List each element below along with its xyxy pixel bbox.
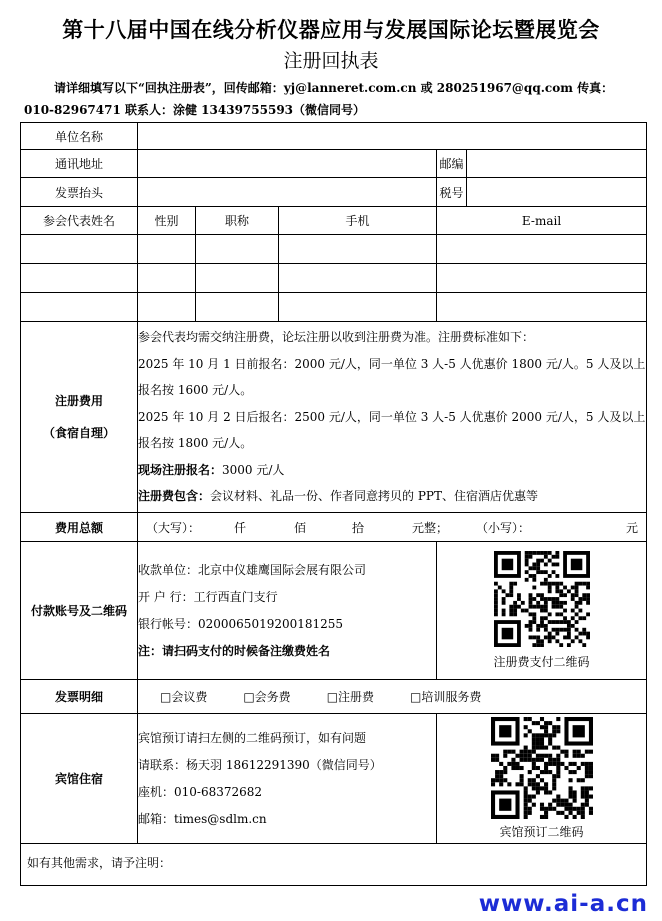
tax-no-field[interactable]: [467, 178, 647, 207]
fee-line: 参会代表均需交纳注册费，论坛注册以收到注册费为准。注册费标准如下：: [138, 330, 535, 345]
total-qian: 仟: [234, 520, 247, 535]
attendee-gender-cell[interactable]: [138, 235, 196, 264]
hotel-phone: 座机：010-68372682: [138, 784, 263, 799]
total-yuan: 元: [626, 520, 639, 535]
fee-label: 注册费用: [54, 394, 103, 408]
attendee-row: [21, 264, 647, 293]
attendee-name-cell[interactable]: [21, 235, 138, 264]
site-watermark: www.ai-a.cn: [478, 891, 648, 917]
hotel-line: 宾馆预订请扫左侧的二维码预订，如有问题: [138, 730, 367, 745]
hotel-qr-cell: [437, 714, 647, 844]
total-bai: 佰: [294, 520, 307, 535]
hotel-label: 宾馆住宿: [21, 714, 138, 844]
invoice-option-meeting[interactable]: □会议费: [160, 690, 208, 704]
bank: 开 户 行：工行西直门支行: [138, 589, 278, 604]
attendee-email-cell[interactable]: [437, 235, 647, 264]
fee-label-note: （食宿自理）: [42, 426, 115, 440]
payee: 收款单位：北京中仪雄鹰国际会展有限公司: [138, 562, 367, 577]
invoice-title-label: 发票抬头: [21, 178, 138, 207]
invoice-options: [138, 680, 647, 714]
col-header-title: 职称: [196, 207, 279, 235]
total-daxie-label: （大写）：: [146, 520, 201, 535]
hotel-email: 邮箱：times@sdlm.cn: [138, 811, 267, 826]
fee-line: 2025 年 10 月 1 日前报名：2000 元/人，同一单位 3 人-5 人优惠价 1800 元/人。5 人及以上报名按 1600 元/人。: [138, 356, 646, 398]
col-header-mobile: 手机: [279, 207, 437, 235]
total-shi: 拾: [352, 520, 365, 535]
bank-account: 银行帐号：0200065019200181255: [138, 616, 344, 631]
total-label: 费用总额: [21, 513, 138, 542]
invoice-option-conference[interactable]: □会务费: [243, 690, 291, 704]
payment-label: 付款账号及二维码: [21, 542, 138, 680]
unit-name-label: 单位名称: [21, 123, 138, 150]
col-header-name: 参会代表姓名: [21, 207, 138, 235]
hotel-qr-caption: 宾馆预订二维码: [499, 825, 584, 839]
fee-includes: 注册费包含：会议材料、礼品一份、作者同意拷贝的 PPT、住宿酒店优惠等: [138, 489, 538, 504]
attendee-title-cell[interactable]: [196, 264, 279, 293]
hotel-contact: 请联系：杨天羽 18612291390（微信同号）: [138, 757, 382, 772]
attendee-mobile-cell[interactable]: [279, 264, 437, 293]
fee-line: 2025 年 10 月 2 日后报名：2500 元/人，同一单位 3 人-5 人优惠价 2000 元/人，5 人及以上报名按 1800 元/人。: [138, 409, 646, 451]
address-label: 通讯地址: [21, 150, 138, 178]
attendee-gender-cell[interactable]: [138, 293, 196, 322]
attendee-row: [21, 235, 647, 264]
hotel-qr-code-icon[interactable]: [491, 717, 593, 819]
other-requests-label: 如有其他需求，请予注明：: [27, 856, 172, 870]
intro-line-2: 010-82967471 联系人：涂健 13439755593（微信同号）: [24, 103, 366, 117]
attendee-gender-cell[interactable]: [138, 264, 196, 293]
page-title: 第十八届中国在线分析仪器应用与发展国际论坛暨展览会: [62, 18, 600, 42]
invoice-option-registration[interactable]: □注册费: [326, 690, 375, 704]
attendee-email-cell[interactable]: [437, 264, 647, 293]
page-subtitle: 注册回执表: [283, 50, 379, 72]
total-yuan-zheng: 元整；: [412, 520, 449, 535]
fee-label-cell: [21, 322, 138, 513]
attendee-row: [21, 293, 647, 322]
col-header-gender: 性别: [138, 207, 196, 235]
fee-onsite: 现场注册报名：3000 元/人: [138, 462, 285, 477]
attendee-title-cell[interactable]: [196, 293, 279, 322]
postcode-label: 邮编: [437, 150, 467, 178]
invoice-option-training[interactable]: □培训服务费: [410, 690, 482, 704]
attendee-mobile-cell[interactable]: [279, 235, 437, 264]
postcode-field[interactable]: [467, 150, 647, 178]
payment-qr-caption: 注册费支付二维码: [493, 655, 590, 669]
total-xiaoxie-label: （小写）：: [476, 520, 531, 535]
payment-qr-cell: [437, 542, 647, 680]
unit-name-field[interactable]: [138, 123, 647, 150]
other-requests-field[interactable]: [21, 844, 647, 886]
payment-qr-code-icon[interactable]: [494, 551, 590, 647]
attendee-name-cell[interactable]: [21, 264, 138, 293]
total-amount-field[interactable]: [138, 513, 647, 542]
attendee-email-cell[interactable]: [437, 293, 647, 322]
payment-details: [138, 542, 437, 680]
registration-form: [20, 122, 647, 886]
payment-note: 注：请扫码支付的时候备注缴费姓名: [138, 643, 331, 658]
invoice-title-field[interactable]: [138, 178, 437, 207]
attendee-mobile-cell[interactable]: [279, 293, 437, 322]
attendee-name-cell[interactable]: [21, 293, 138, 322]
hotel-details: [138, 714, 437, 844]
col-header-email: E-mail: [437, 207, 647, 235]
tax-no-label: 税号: [437, 178, 467, 207]
intro-line-1: 请详细填写以下“回执注册表”，回传邮箱：yj@lanneret.com.cn 或 280251967@qq.com 传真：: [54, 81, 614, 95]
invoice-detail-label: 发票明细: [21, 680, 138, 714]
address-field[interactable]: [138, 150, 437, 178]
fee-description: [138, 322, 647, 513]
attendee-title-cell[interactable]: [196, 235, 279, 264]
